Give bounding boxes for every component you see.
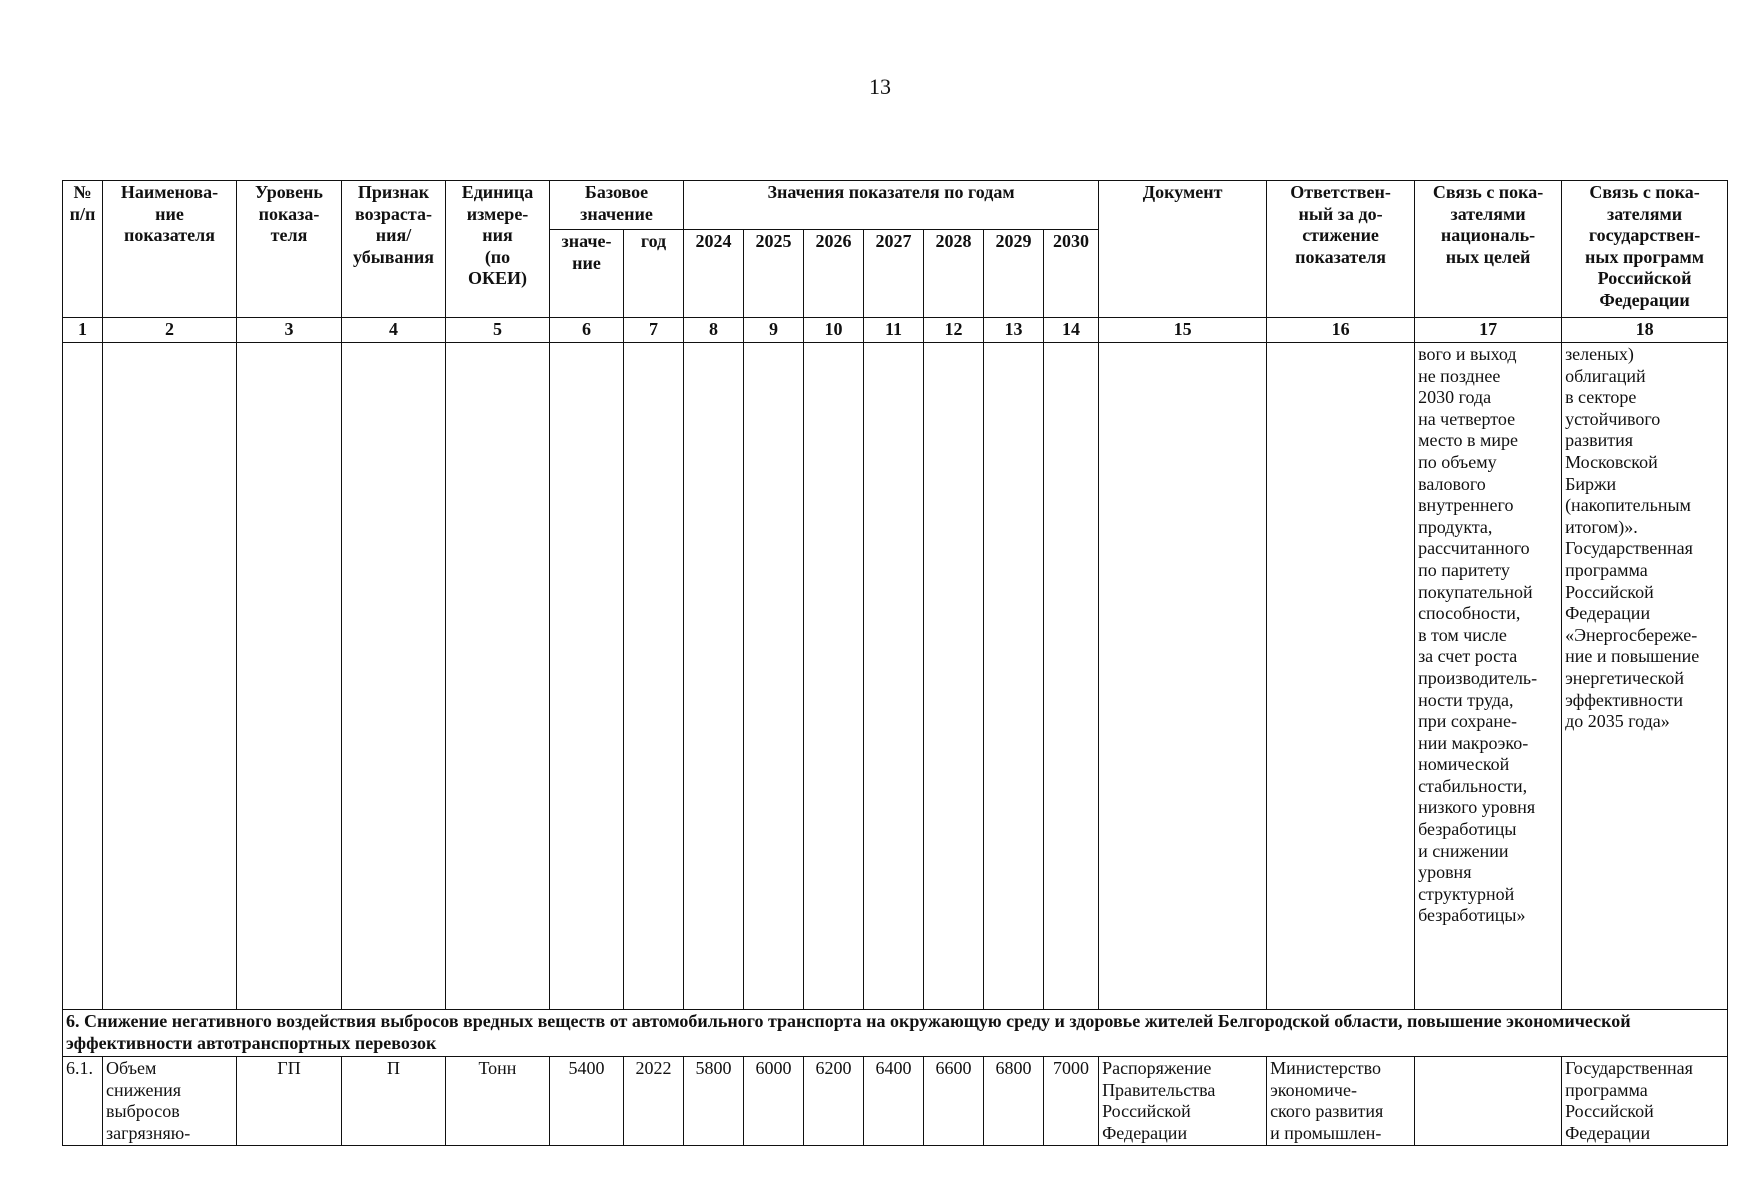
empty-cell — [864, 343, 924, 1010]
indicator-unit: Тонн — [446, 1057, 550, 1146]
header-trend: Признак возраста- ния/ убывания — [342, 181, 446, 318]
header-year-2030: 2030 — [1044, 230, 1099, 318]
value-2026: 6200 — [804, 1057, 864, 1146]
indicator-trend: П — [342, 1057, 446, 1146]
header-row-top — [63, 181, 1728, 230]
section-6-row — [63, 1010, 1728, 1057]
header-responsible: Ответствен- ный за до- стижение показателя — [1267, 181, 1415, 318]
header-level: Уровень показа- теля — [237, 181, 342, 318]
header-name: Наименова- ние показателя — [103, 181, 237, 318]
column-number: 10 — [804, 318, 864, 343]
row-number: 6.1. — [63, 1057, 103, 1146]
column-number: 16 — [1267, 318, 1415, 343]
link-national-cell — [1415, 1057, 1562, 1146]
empty-cell — [550, 343, 624, 1010]
continuation-row — [63, 343, 1728, 1010]
empty-cell — [446, 343, 550, 1010]
header-link-national: Связь с пока- зателями националь- ных целей — [1415, 181, 1562, 318]
indicators-table — [62, 180, 1728, 1146]
column-number: 2 — [103, 318, 237, 343]
column-number-row — [63, 318, 1728, 343]
indicator-level: ГП — [237, 1057, 342, 1146]
column-number: 18 — [1562, 318, 1728, 343]
header-base: Базовое значение — [550, 181, 684, 230]
empty-cell — [1267, 343, 1415, 1010]
header-values-by-year: Значения показателя по годам — [684, 181, 1099, 230]
column-number: 13 — [984, 318, 1044, 343]
column-number: 6 — [550, 318, 624, 343]
header-year-2028: 2028 — [924, 230, 984, 318]
document-cell: Распоряжение Правительства Российской Федерации — [1099, 1057, 1267, 1146]
column-number: 3 — [237, 318, 342, 343]
header-year-2026: 2026 — [804, 230, 864, 318]
column-number: 14 — [1044, 318, 1099, 343]
empty-cell — [103, 343, 237, 1010]
section-6-title: 6. Снижение негативного воздействия выбросов вредных веществ от автомобильного транспорта на окружающую среду и здоровье жителей Белгородской области, повышение экономической эффективности автотранспортных перевозок — [63, 1010, 1728, 1057]
column-number: 17 — [1415, 318, 1562, 343]
header-unit: Единица измере- ния (по ОКЕИ) — [446, 181, 550, 318]
value-2025: 6000 — [744, 1057, 804, 1146]
header-year-2025: 2025 — [744, 230, 804, 318]
empty-cell — [342, 343, 446, 1010]
empty-cell — [684, 343, 744, 1010]
empty-cell — [804, 343, 864, 1010]
empty-cell — [1099, 343, 1267, 1010]
column-number: 8 — [684, 318, 744, 343]
column-number: 5 — [446, 318, 550, 343]
value-2030: 7000 — [1044, 1057, 1099, 1146]
header-year-2027: 2027 — [864, 230, 924, 318]
header-link-state: Связь с пока- зателями государствен- ных программ Российской Федерации — [1562, 181, 1728, 318]
empty-cell — [1044, 343, 1099, 1010]
header-document: Документ — [1099, 181, 1267, 318]
header-base-value: значе- ние — [550, 230, 624, 318]
column-number: 11 — [864, 318, 924, 343]
column-number: 7 — [624, 318, 684, 343]
link-state-cell: Государственная программа Российской Федерации — [1562, 1057, 1728, 1146]
empty-cell — [624, 343, 684, 1010]
header-base-year: год — [624, 230, 684, 318]
empty-cell — [924, 343, 984, 1010]
empty-cell — [237, 343, 342, 1010]
empty-cell — [984, 343, 1044, 1010]
column-number: 9 — [744, 318, 804, 343]
column-number: 15 — [1099, 318, 1267, 343]
responsible-cell: Министерство экономиче- ского развития и промышлен- — [1267, 1057, 1415, 1146]
empty-cell — [744, 343, 804, 1010]
link-national-continuation: вого и выход не позднее 2030 года на четвертое место в мире по объему валового внутреннего продукта, рассчитанного по паритету покупательной способности, в том числе за счет роста производитель- ности труда, при сохране- нии макроэко- номической стабильности, низкого уровня безработицы и снижении уровня структурной безработицы» — [1415, 343, 1562, 1010]
page-number: 13 — [869, 74, 891, 99]
header-num: № п/п — [63, 181, 103, 318]
value-2028: 6600 — [924, 1057, 984, 1146]
link-state-continuation: зеленых) облигаций в секторе устойчивого развития Московской Биржи (накопительным итогом)». Государственная программа Российской Федерации «Энергосбереже- ние и повышение энергетической эффективности до 2035 года» — [1562, 343, 1728, 1010]
column-number: 12 — [924, 318, 984, 343]
header-year-2024: 2024 — [684, 230, 744, 318]
header-year-2029: 2029 — [984, 230, 1044, 318]
value-2024: 5800 — [684, 1057, 744, 1146]
indicator-name: Объем снижения выбросов загрязняю- — [103, 1057, 237, 1146]
empty-cell — [63, 343, 103, 1010]
column-number: 1 — [63, 318, 103, 343]
column-number: 4 — [342, 318, 446, 343]
base-value: 5400 — [550, 1057, 624, 1146]
value-2029: 6800 — [984, 1057, 1044, 1146]
base-year: 2022 — [624, 1057, 684, 1146]
value-2027: 6400 — [864, 1057, 924, 1146]
table-row — [63, 1057, 1728, 1146]
